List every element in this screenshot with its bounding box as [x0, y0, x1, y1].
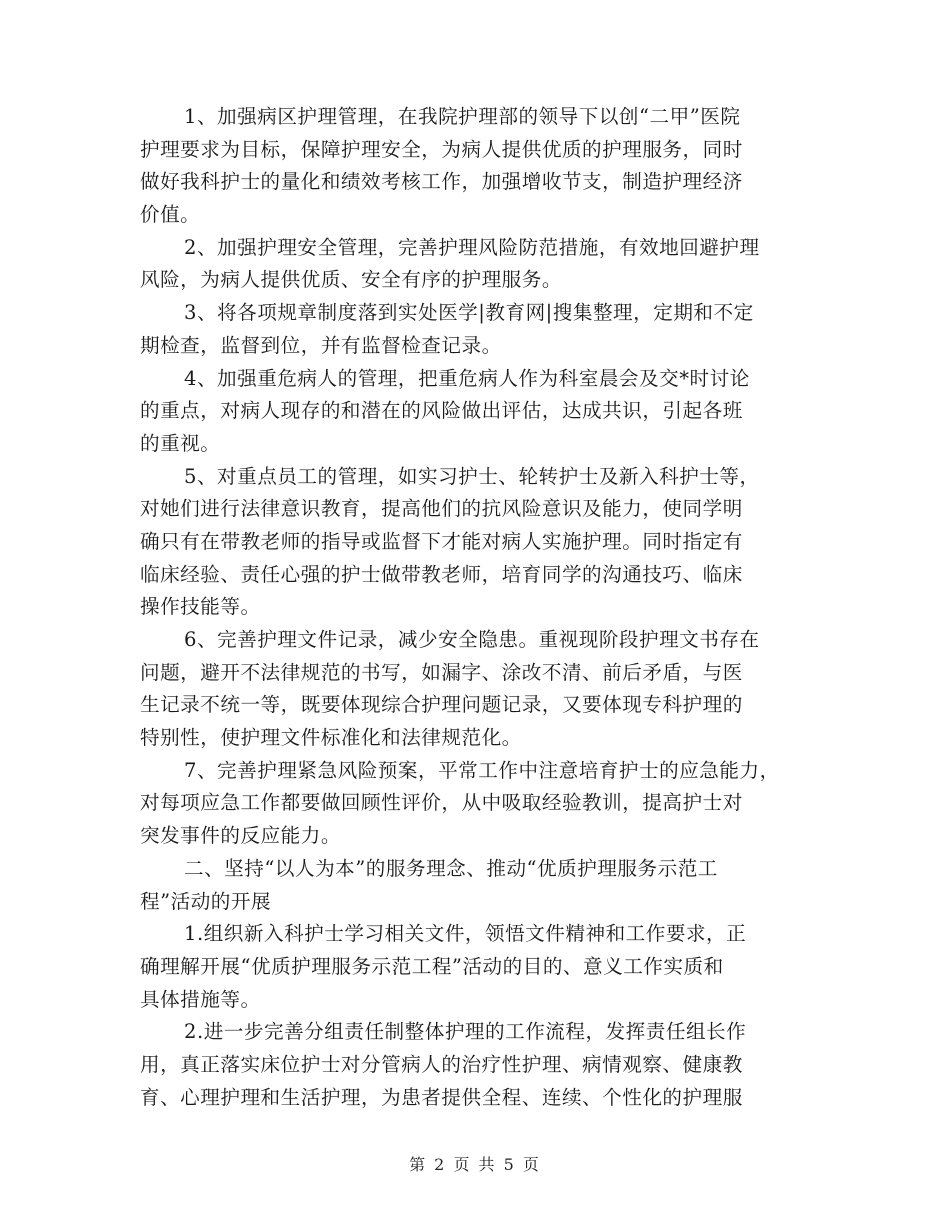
- text-line: 5、对重点员工的管理，如实习护士、轮转护士及新入科护士等，: [184, 464, 760, 488]
- document-body: [140, 101, 810, 1114]
- text-line: 程”活动的开展: [140, 889, 272, 913]
- text-line: 1、加强病区护理管理，在我院护理部的领导下以创“二甲”医院: [184, 105, 741, 128]
- text-line: 操作技能等。: [140, 595, 261, 619]
- text-line: 2、加强护理安全管理，完善护理风险防范措施，有效地回避护理: [184, 235, 760, 259]
- text-line: 7、完善护理紧急风险预案，平常工作中注意培育护士的应急能力，: [184, 758, 780, 782]
- text-line: 价值。: [140, 203, 201, 227]
- text-line: 4、加强重危病人的管理，把重危病人作为科室晨会及交*时讨论: [184, 366, 750, 390]
- text-line: 6、完善护理文件记录，减少安全隐患。重视现阶段护理文书存在: [184, 628, 760, 651]
- text-line: 3、将各项规章制度落到实处医学|教育网|搜集整理，定期和不定: [184, 301, 754, 325]
- text-line: 对每项应急工作都要做回顾性评价，从中吸取经验教训，提高护士对: [140, 791, 743, 815]
- text-line: 突发事件的反应能力。: [140, 824, 341, 848]
- text-line: 2.进一步完善分组责任制整体护理的工作流程，发挥责任组长作: [184, 1020, 747, 1044]
- text-line: 生记录不统一等，既要体现综合护理问题记录，又要体现专科护理的: [140, 693, 743, 717]
- text-line: 育、心理护理和生活护理，为患者提供全程、连续、个性化的护理服: [140, 1085, 743, 1109]
- text-line: 问题，避开不法律规范的书写，如漏字、涂改不清、前后矛盾，与医: [140, 660, 743, 684]
- text-line: 风险，为病人提供优质、安全有序的护理服务。: [140, 268, 562, 292]
- text-line: 临床经验、责任心强的护士做带教老师，培育同学的沟通技巧、临床: [140, 562, 743, 586]
- text-line: 做好我科护士的量化和绩效考核工作，加强增收节支，制造护理经济: [140, 170, 743, 194]
- text-line: 期检查，监督到位，并有监督检查记录。: [140, 333, 502, 357]
- text-line: 二、坚持“以人为本”的服务理念、推动“优质护理服务示范工: [184, 856, 718, 880]
- text-line: 的重视。: [140, 431, 221, 455]
- text-line: 用，真正落实床位护士对分管病人的治疗性护理、病情观察、健康教: [140, 1052, 743, 1076]
- text-line: 特别性，使护理文件标准化和法律规范化。: [140, 726, 522, 750]
- text-line: 具体措施等。: [140, 987, 261, 1011]
- text-line: 确理解开展“优质护理服务示范工程”活动的目的、意义工作实质和: [140, 954, 724, 978]
- text-line: 对她们进行法律意识教育，提高他们的抗风险意识及能力，使同学明: [140, 497, 743, 521]
- text-line: 确只有在带教老师的指导或监督下才能对病人实施护理。同时指定有: [140, 529, 743, 553]
- text-line: 1.组织新入科护士学习相关文件，领悟文件精神和工作要求，正: [184, 922, 747, 946]
- text-line: 的重点，对病人现存的和潜在的风险做出评估，达成共识，引起各班: [140, 399, 743, 423]
- text-line: 护理要求为目标，保障护理安全，为病人提供优质的护理服务，同时: [140, 137, 743, 161]
- page-number-footer: 第 2 页 共 5 页: [409, 1155, 541, 1174]
